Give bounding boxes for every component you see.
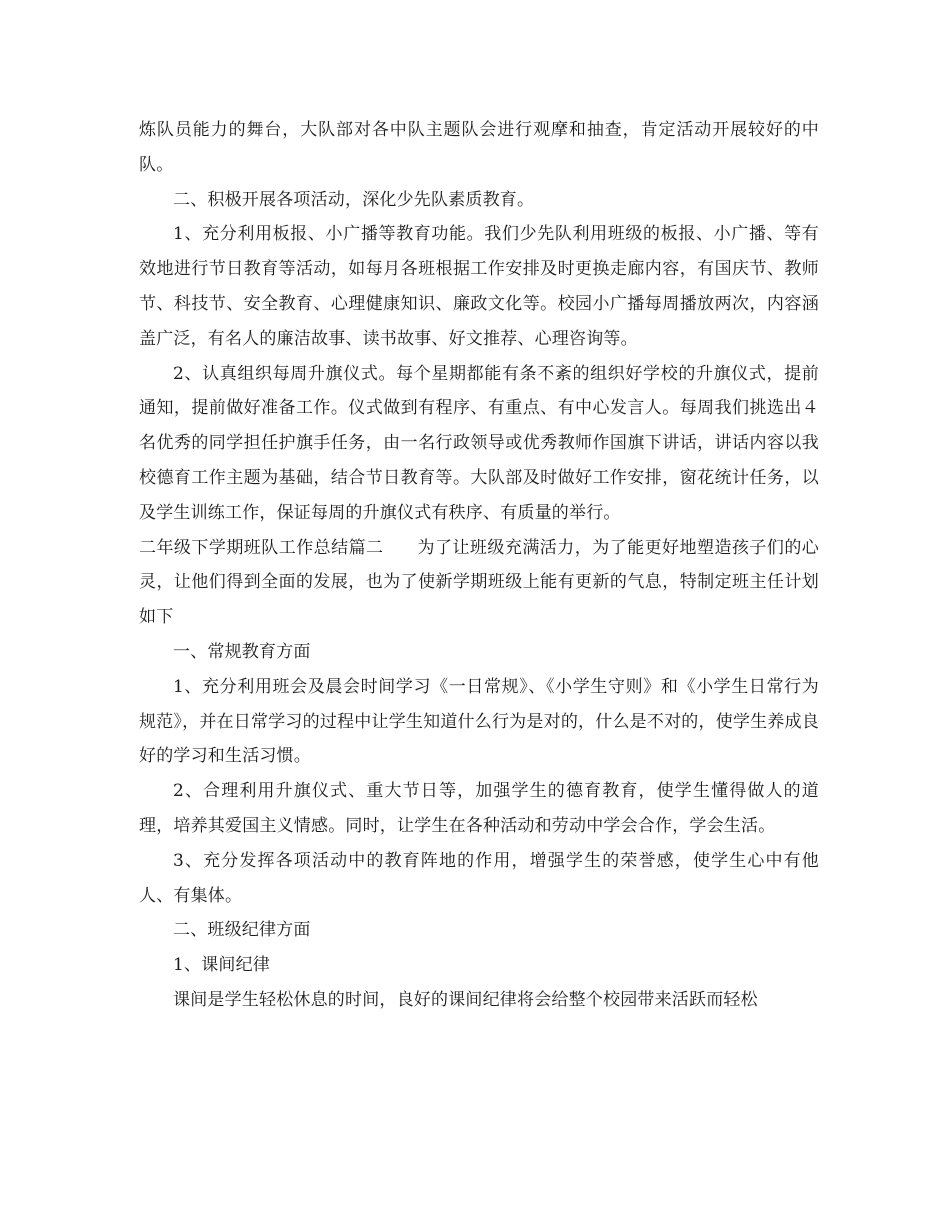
document-body <box>139 113 819 1018</box>
paragraph-break-discipline: 课间是学生轻松休息的时间，良好的课间纪律将会给整个校园带来活跃而轻松 <box>173 989 758 1010</box>
paragraph-part-two-text: 为了让班级充满活力，为了能更好地塑造孩子们的心灵，让他们得到全面的发展，也为了使新学期班级上能有更新的气息，特制定班主任计划如下 <box>139 537 819 628</box>
section-heading-routine: 一、常规教育方面 <box>173 641 311 662</box>
paragraph-routine-2: 2、合理利用升旗仪式、重大节日等，加强学生的德育教育，使学生懂得做人的道理，培养其爱国主义情感。同时，让学生在各种活动和劳动中学会合作，学会生活。 <box>139 781 819 836</box>
paragraph-routine-3: 3、充分发挥各项活动中的教育阵地的作用，增强学生的荣誉感，使学生心中有他人、有集体。 <box>139 850 819 906</box>
article-heading: 二年级下学期班队工作总结篇二 <box>139 537 384 558</box>
paragraph-1: 炼队员能力的舞台，大队部对各中队主题队会进行观摩和抽查，肯定活动开展较好的中队。 <box>139 120 819 175</box>
section-heading-activities: 二、积极开展各项活动，深化少先队素质教育。 <box>173 189 535 210</box>
paragraph-blackboard: 1、充分利用板报、小广播等教育功能。我们少先队利用班级的板报、小广播、等有效地进行节日教育等活动，如每月各班根据工作安排及时更换走廊内容，有国庆节、教师节、科技节、安全教育、心理健康知识、廉政文化等。校园小广播每周播放两次，内容涵盖广泛，有名人的廉洁故事、读书故事、好文推荐、心理咨询等。 <box>139 224 819 349</box>
paragraph-flag-ceremony: 2、认真组织每周升旗仪式。每个星期都能有条不紊的组织好学校的升旗仪式，提前通知，提前做好准备工作。仪式做到有程序、有重点、有中心发言人。每周我们挑选出４名优秀的同学担任护旗手任务，由一名行政领导或优秀教师作国旗下讲话，讲话内容以我校德育工作主题为基础，结合节日教育等。大队部及时做好工作安排，窗花统计任务，以及学生训练工作，保证每周的升旗仪式有秩序、有质量的举行。 <box>139 363 819 523</box>
paragraph-routine-1: 1、充分利用班会及晨会时间学习《一日常规》、《小学生守则》和《小学生日常行为规范》，并在日常学习的过程中让学生知道什么行为是对的，什么是不对的，使学生养成良好的学习和生活习惯。 <box>139 676 819 767</box>
paragraph-part-two <box>139 531 819 635</box>
subheading-break-discipline: 1、课间纪律 <box>173 955 271 976</box>
section-heading-discipline: 二、班级纪律方面 <box>173 920 311 941</box>
